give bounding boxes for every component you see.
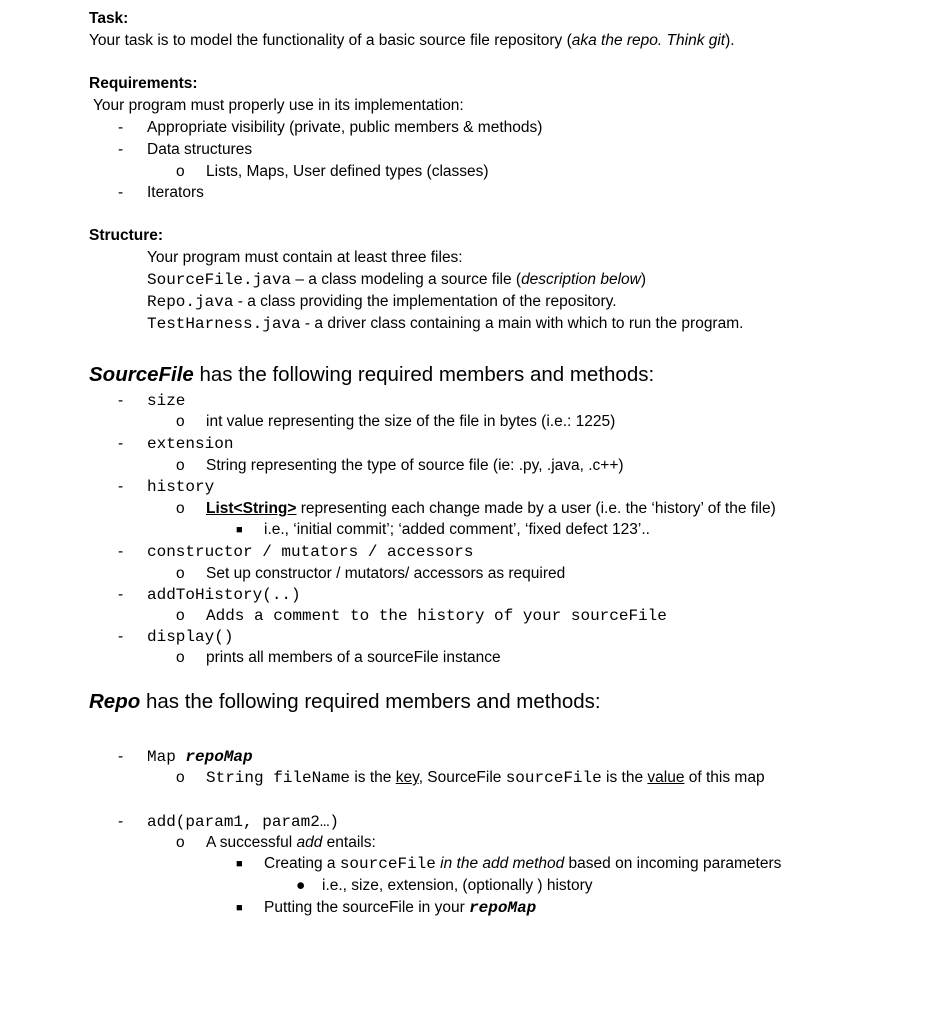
dash-bullet: - — [118, 748, 124, 765]
map-value-code: sourceFile — [505, 769, 602, 787]
dash-bullet: - — [118, 478, 124, 495]
method-addtohistory-desc: Adds a comment to the history of your sourceFile — [206, 607, 667, 625]
circle-bullet: o — [176, 163, 185, 180]
task-text: Your task is to model the functionality of a basic source file repository ( — [89, 32, 572, 49]
circle-bullet: o — [176, 649, 185, 666]
file-name: TestHarness.java — [147, 315, 301, 333]
sourcefile-title — [89, 362, 654, 388]
file-desc-italic: description below — [521, 271, 641, 288]
circle-bullet: o — [176, 413, 185, 430]
add-desc-text: A successful — [206, 834, 297, 851]
dash-bullet: - — [118, 119, 124, 136]
task-heading: Task: — [89, 10, 129, 27]
step-code: sourceFile — [339, 855, 436, 873]
dash-bullet: - — [118, 813, 124, 830]
step-text: based on incoming parameters — [564, 855, 782, 872]
map-desc-text: of this map — [684, 769, 765, 786]
structure-heading: Structure: — [89, 227, 164, 244]
step-text: Putting the sourceFile in your — [264, 899, 470, 916]
dash-bullet: - — [118, 435, 124, 452]
dash-bullet: - — [118, 543, 124, 560]
requirement-subitem: Lists, Maps, User defined types (classes) — [206, 163, 489, 180]
structure-file-testharness — [147, 314, 743, 334]
member-size: size — [147, 392, 186, 410]
member-constructor-desc: Set up constructor / mutators/ accessors as required — [206, 565, 566, 582]
repo-title — [89, 689, 601, 715]
file-desc: - a class providing the implementation of the repository. — [233, 293, 617, 310]
circle-bullet: o — [176, 457, 185, 474]
task-description — [89, 31, 735, 51]
map-desc-text: , SourceFile — [418, 769, 506, 786]
square-bullet: ■ — [236, 524, 243, 536]
add-desc-text: entails: — [322, 834, 376, 851]
requirements-heading: Requirements: — [89, 75, 198, 92]
member-size-desc: int value representing the size of the file in bytes (i.e.: 1225) — [206, 413, 616, 430]
dash-bullet: - — [118, 184, 124, 201]
method-display-desc: prints all members of a sourceFile instance — [206, 649, 501, 666]
member-repomap-desc — [206, 768, 765, 788]
member-history: history — [147, 478, 215, 496]
requirements-intro: Your program must properly use in its implementation: — [93, 97, 464, 114]
task-text-end: ). — [725, 32, 735, 49]
add-step-create-detail: i.e., size, extension, (optionally ) history — [322, 877, 593, 894]
structure-intro: Your program must contain at least three files: — [147, 249, 463, 266]
structure-file-sourcefile — [147, 270, 646, 290]
map-value-word: value — [647, 769, 685, 786]
dash-bullet: - — [118, 392, 124, 409]
member-extension: extension — [147, 435, 234, 453]
sourcefile-title-bold: SourceFile — [89, 363, 194, 386]
map-desc-text: is the — [601, 769, 648, 786]
method-add: add(param1, param2…) — [147, 813, 340, 831]
circle-bullet: o — [176, 565, 185, 582]
requirement-item: Data structures — [147, 141, 253, 158]
sourcefile-title-rest: has the following required members and methods: — [193, 363, 655, 386]
file-desc-end: ) — [640, 271, 646, 288]
dot-bullet: ● — [296, 877, 306, 894]
member-extension-desc: String representing the type of source file (ie: .py, .java, .c++) — [206, 457, 624, 474]
file-desc: – a class modeling a source file ( — [291, 271, 522, 288]
add-step-put — [264, 898, 536, 918]
member-constructor: constructor / mutators / accessors — [147, 543, 474, 561]
member-repomap — [147, 747, 253, 767]
circle-bullet: o — [176, 834, 185, 851]
requirement-item: Iterators — [147, 184, 204, 201]
circle-bullet: o — [176, 500, 185, 517]
history-type: List<String> — [206, 500, 297, 517]
dash-bullet: - — [118, 586, 124, 603]
step-text: Creating a — [264, 855, 340, 872]
map-key-code: String fileName — [206, 769, 351, 787]
dash-bullet: - — [118, 628, 124, 645]
add-desc-italic: add — [296, 834, 323, 851]
file-desc: - a driver class containing a main with which to run the program. — [300, 315, 744, 332]
task-italic: aka the repo. Think git — [571, 32, 726, 49]
square-bullet: ■ — [236, 858, 243, 870]
map-type: Map — [147, 748, 186, 766]
dash-bullet: - — [118, 141, 124, 158]
map-name: repoMap — [185, 748, 253, 766]
history-desc-text: representing each change made by a user (i.e. the ‘history’ of the file) — [296, 500, 776, 517]
circle-bullet: o — [176, 769, 185, 786]
step-italic: in the add method — [435, 855, 565, 872]
structure-file-repo — [147, 292, 617, 312]
map-desc-text: is the — [350, 769, 396, 786]
repo-title-bold: Repo — [89, 690, 141, 713]
add-step-create — [264, 854, 781, 874]
repo-title-rest: has the following required members and methods: — [140, 690, 601, 713]
file-name: SourceFile.java — [147, 271, 292, 289]
member-history-desc — [206, 499, 776, 519]
circle-bullet: o — [176, 607, 185, 624]
method-add-desc — [206, 833, 376, 853]
member-history-example: i.e., ‘initial commit’; ‘added comment’, ‘fixed defect 123’.. — [264, 521, 650, 538]
requirement-item: Appropriate visibility (private, public members & methods) — [147, 119, 543, 136]
map-key-word: key — [395, 769, 419, 786]
step-code: repoMap — [469, 899, 537, 917]
method-addtohistory: addToHistory(..) — [147, 586, 301, 604]
square-bullet: ■ — [236, 902, 243, 914]
method-display: display() — [147, 628, 234, 646]
file-name: Repo.java — [147, 293, 234, 311]
